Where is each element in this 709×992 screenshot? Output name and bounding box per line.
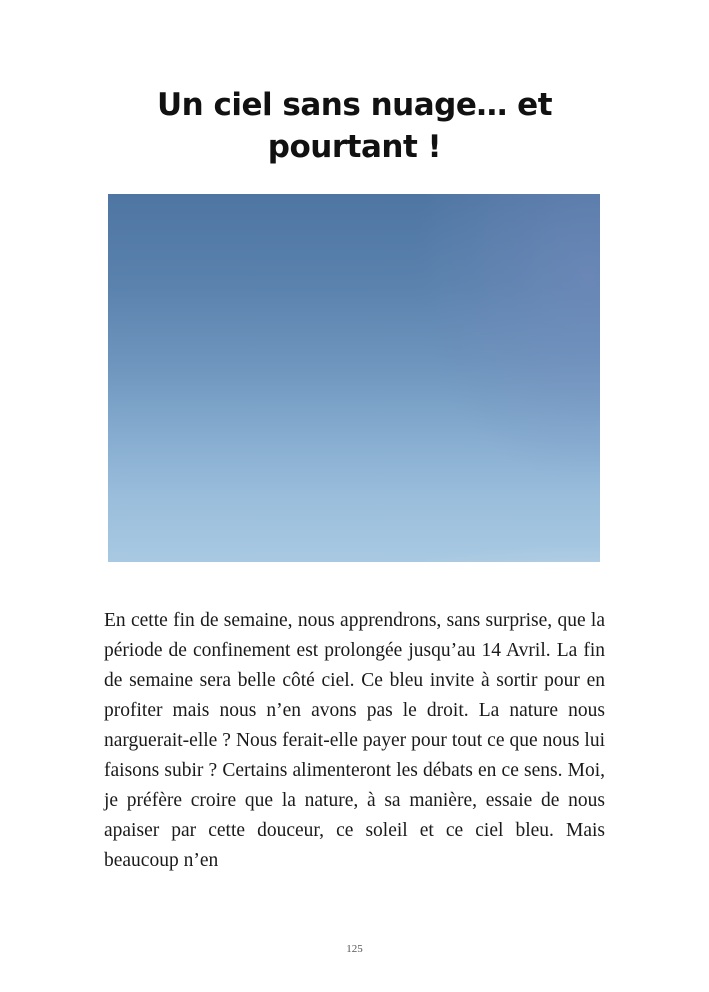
page-title: Un ciel sans nuage… et pourtant ! bbox=[156, 87, 553, 165]
body-paragraph: En cette fin de semaine, nous apprendrons, sans surprise, que la période de confinement est prolongée jusqu’au 14 Avril. La fin de semaine sera belle côté ciel. Ce bleu invite à sortir pour en profiter mais nous n’en avons pas le droit. La nature nous narguerait-elle ? Nous ferait-elle payer pour tout ce que nous lui faisons subir ? Certains alimenteront les débats en ce sens. Moi, je préfère croire que la nature, à sa manière, essaie de nous apaiser par cette douceur, ce soleil et ce ciel bleu. Mais beaucoup n’en bbox=[104, 610, 605, 871]
sky-photo bbox=[108, 194, 600, 562]
page-number: 125 bbox=[346, 943, 363, 955]
